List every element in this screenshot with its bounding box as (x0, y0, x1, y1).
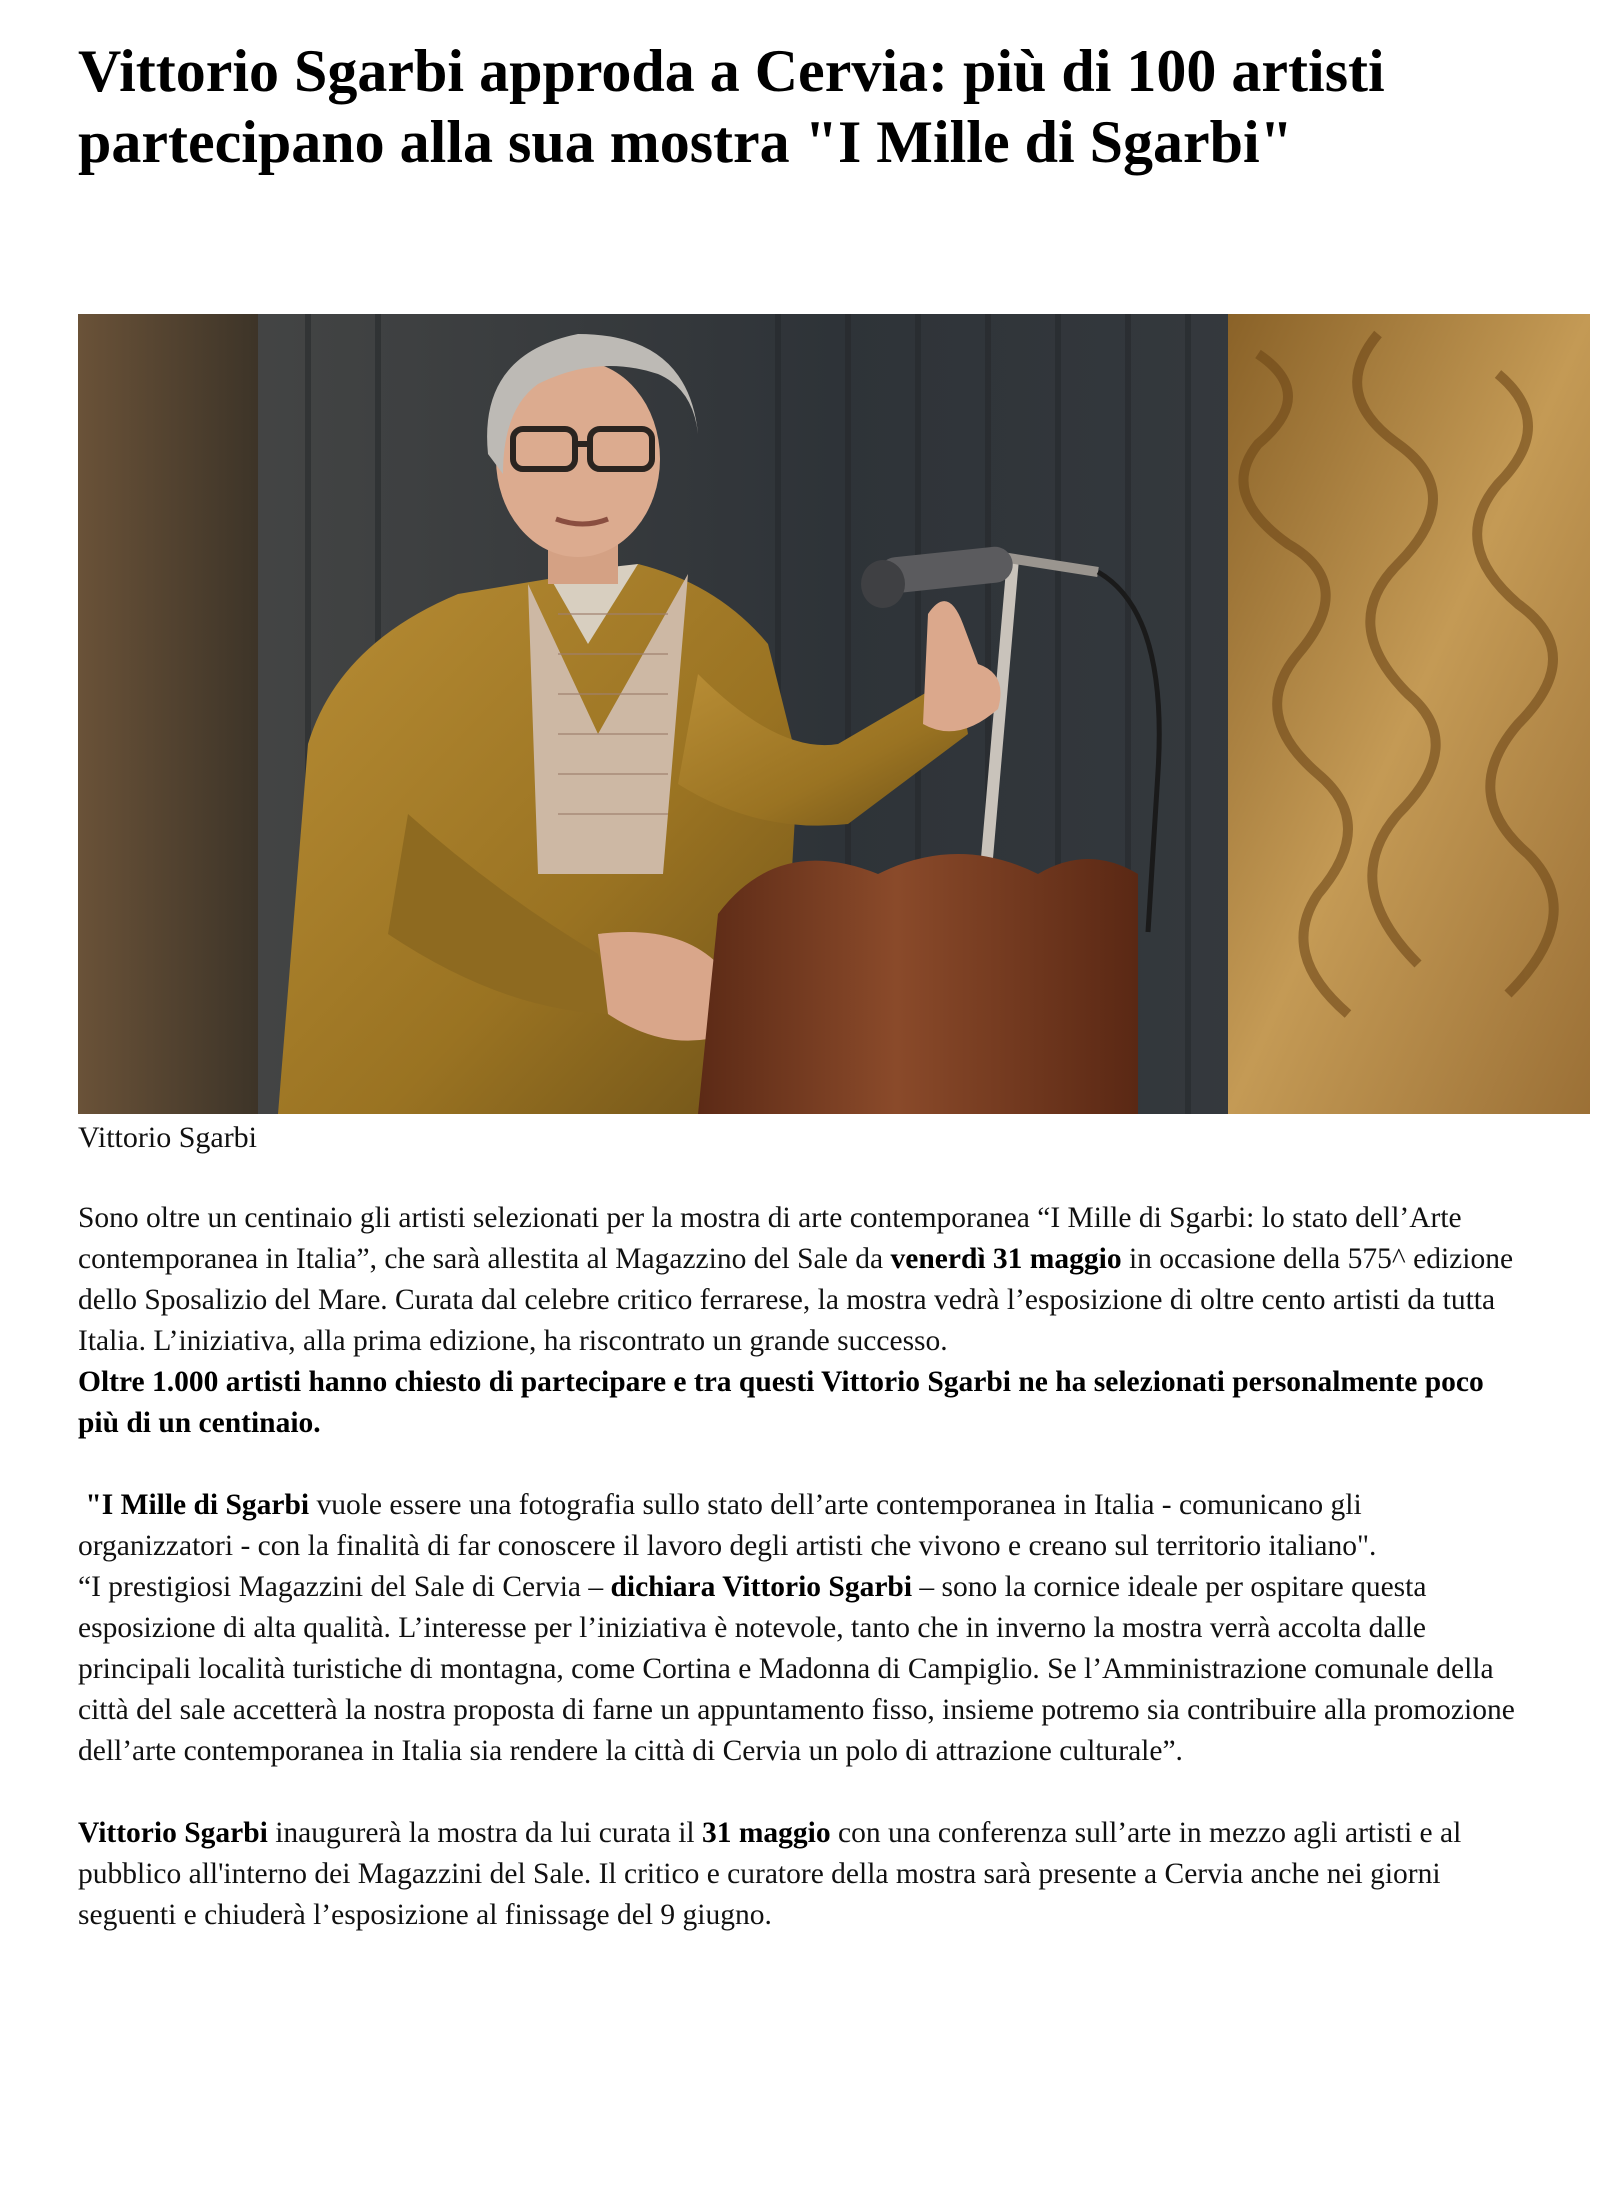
intro-text-2: in occasione della 575^ edizione dello Sposalizio del Mare. Curata dal celebre critico ferrarese, la mostra vedrà l’esposizione di oltre cento artisti da tutta Italia. L’iniziativa, alla prima edizione, ha riscontrato un grande successo. (78, 1243, 1514, 1357)
closing-text-2: con una conferenza sull’arte in mezzo agli artisti e al pubblico all'interno dei Magazzini del Sale. Il critico e curatore della mostra sarà presente a Cervia anche nei giorni seguenti e chiuderà l’esposizione al finissage del 9 giugno. (78, 1817, 1462, 1931)
exhibition-name-bold: "I Mille di Sgarbi (85, 1489, 310, 1521)
paragraph-gap (78, 1444, 1518, 1485)
intro-text-1: Sono oltre un centinaio gli artisti selezionati per la mostra di arte contemporanea “I Mille di Sgarbi: lo stato dell’Arte contemporanea in Italia”, che sarà allestita al Magazzino del Sale da (78, 1202, 1462, 1275)
quote-text-2: – sono la cornice ideale per ospitare questa esposizione di alta qualità. L’interesse per l’iniziativa è notevole, tanto che in inverno la mostra verrà accolta dalle principali località turistiche di montagna, come Cortina e Madonna di Campiglio. Se l’Amministrazione comunale della città del sale accetterà la nostra proposta di farne un appuntamento fisso, insieme potremo sia contribuire alla promozione dell’arte contemporanea in Italia sia rendere la città di Cervia un polo di attrazione culturale”. (78, 1571, 1515, 1767)
article-title: Vittorio Sgarbi approda a Cervia: più di 100 artisti partecipano alla sua mostra "I Mille di Sgarbi" (78, 38, 1385, 175)
paragraph-closing (78, 1813, 1518, 1936)
highlight-bold: Oltre 1.000 artisti hanno chiesto di partecipare e tra questi Vittorio Sgarbi ne ha selezionati personalmente poco più di un centinaio. (78, 1366, 1484, 1439)
closing-name-bold: Vittorio Sgarbi (78, 1817, 268, 1849)
paragraph-gap (78, 1772, 1518, 1813)
left-panel (78, 314, 258, 1114)
paragraph-intro (78, 1198, 1518, 1362)
organizers-text: vuole essere una fotografia sullo stato dell’arte contemporanea in Italia - comunicano gli organizzatori - con la finalità di far conoscere il lavoro degli artisti che vivono e creano sul territorio italiano". (78, 1489, 1377, 1562)
paragraph-organizers (78, 1485, 1518, 1567)
paragraph-quote (78, 1567, 1518, 1772)
photo-caption: Vittorio Sgarbi (78, 1121, 258, 1154)
quote-text-1: “I prestigiosi Magazzini del Sale di Cervia – (78, 1571, 611, 1603)
podium (698, 854, 1138, 1114)
quote-speaker-bold: dichiara Vittorio Sgarbi (610, 1571, 913, 1603)
intro-date-bold: venerdì 31 maggio (890, 1243, 1122, 1275)
article-photo (78, 314, 1590, 1114)
paragraph-highlight (78, 1362, 1518, 1444)
closing-date-bold: 31 maggio (701, 1817, 831, 1849)
speaker-photo-illustration (78, 314, 1590, 1114)
closing-text-1: inaugurerà la mostra da lui curata il (267, 1817, 702, 1849)
article-body (78, 1198, 1518, 1936)
